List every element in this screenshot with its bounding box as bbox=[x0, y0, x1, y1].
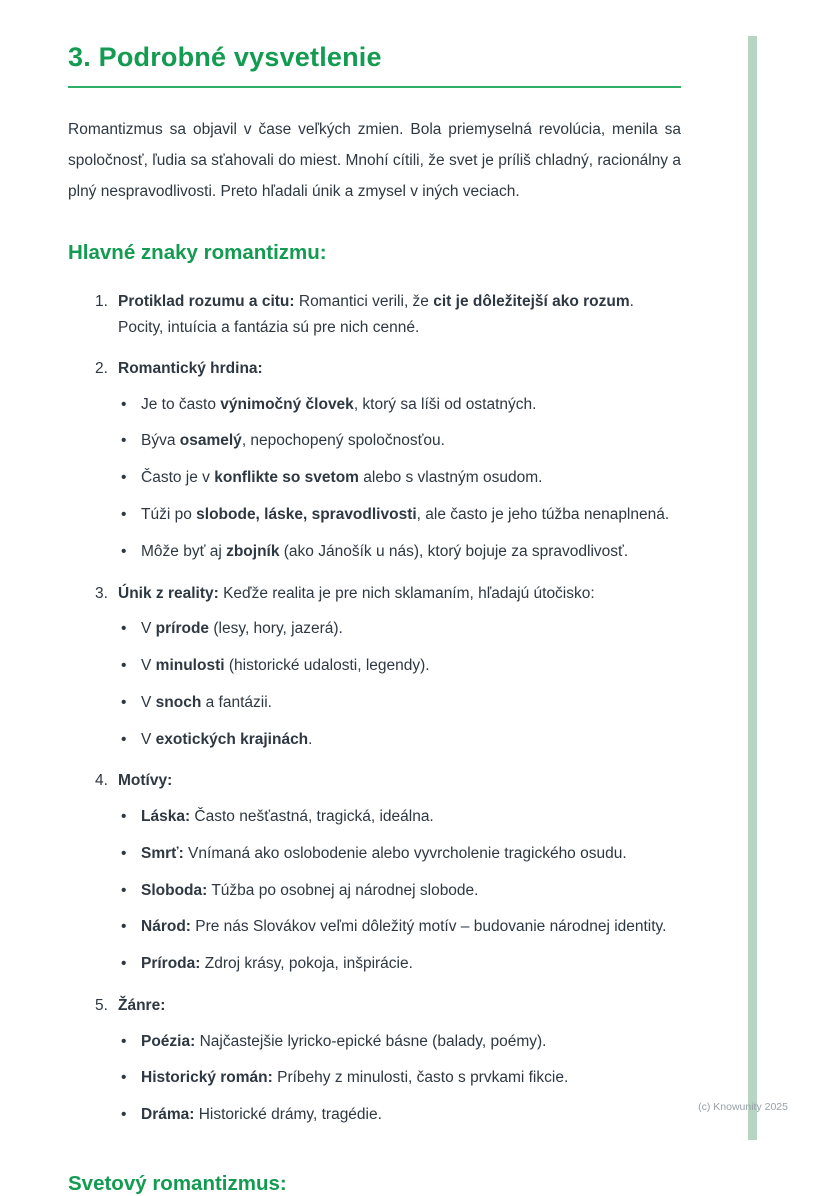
bold-run: Historický román: bbox=[141, 1069, 273, 1087]
bold-run: výnimočný človek bbox=[220, 395, 354, 413]
sub-bullet-list bbox=[118, 1030, 681, 1128]
list-item-number: 3. bbox=[95, 584, 108, 602]
bold-run: snoch bbox=[155, 693, 202, 711]
page-edge-accent-bar bbox=[748, 36, 757, 1140]
bold-run: Sloboda: bbox=[141, 881, 208, 899]
bold-run: Príroda: bbox=[141, 955, 201, 973]
bullet-item: • V snoch a fantázii. bbox=[118, 691, 681, 716]
bold-run: minulosti bbox=[155, 657, 225, 675]
list-item-number: 1. bbox=[95, 293, 108, 310]
list-item-text: Protiklad rozumu a citu: Romantici verili, že cit je dôležitejší ako rozum. Pocity, intuícia a fantázia sú pre nich cenné. bbox=[118, 293, 634, 336]
watermark: (c) Knowunity 2025 bbox=[698, 1101, 788, 1113]
section-heading-world-romanticism: Svetový romantizmus: bbox=[68, 1171, 287, 1195]
list-item bbox=[95, 289, 681, 340]
bullet-item: • Láska: Často nešťastná, tragická, ideálna. bbox=[118, 805, 681, 830]
sub-bullet-list bbox=[118, 805, 681, 977]
list-item-number: 4. bbox=[95, 772, 108, 790]
intro-paragraph: Romantizmus sa objavil v čase veľkých zmien. Bola priemyselná revolúcia, menila sa spoločnosť, ľudia sa sťahovali do miest. Mnohí cítili, že svet je príliš chladný, racionálny a plný nespravodlivosti. Preto hľadali únik a zmysel v iných veciach. bbox=[68, 121, 681, 200]
page-content bbox=[68, 42, 681, 1196]
bold-run: Národ: bbox=[141, 918, 191, 936]
bullet-item: • V minulosti (historické udalosti, legendy). bbox=[118, 654, 681, 679]
bullet-item: • Príroda: Zdroj krásy, pokoja, inšpirácie. bbox=[118, 952, 681, 977]
bold-run: Smrť: bbox=[141, 844, 184, 862]
sub-bullet-list bbox=[118, 617, 681, 752]
bullet-item: • Často je v konflikte so svetom alebo s vlastným osudom. bbox=[118, 466, 681, 491]
list-item bbox=[95, 581, 681, 753]
list-item-text bbox=[118, 772, 172, 789]
bold-run: Romantický hrdina: bbox=[118, 360, 263, 378]
bullet-item: • Túži po slobode, láske, spravodlivosti, ale často je jeho túžba nenaplnená. bbox=[118, 503, 681, 528]
bullet-item: • Sloboda: Túžba po osobnej aj národnej slobode. bbox=[118, 879, 681, 904]
list-item bbox=[95, 993, 681, 1128]
bold-run: Únik z reality: bbox=[118, 584, 219, 602]
list-item-text bbox=[118, 997, 165, 1014]
bold-run: zbojník bbox=[226, 542, 280, 560]
bold-run: cit je dôležitejší ako rozum bbox=[433, 293, 630, 310]
bold-run: Láska: bbox=[141, 807, 191, 825]
bullet-item: • Býva osamelý, nepochopený spoločnosťou. bbox=[118, 429, 681, 454]
bullet-item: • Dráma: Historické drámy, tragédie. bbox=[118, 1103, 681, 1128]
section-heading-main-features: Hlavné znaky romantizmu: bbox=[68, 241, 327, 264]
list-item-text: Únik z reality: Keďže realita je pre nich sklamaním, hľadajú útočisko: bbox=[118, 584, 595, 602]
bold-run: prírode bbox=[155, 620, 210, 638]
list-item bbox=[95, 356, 681, 565]
bullet-item: • Národ: Pre nás Slovákov veľmi dôležitý motív – budovanie národnej identity. bbox=[118, 915, 681, 940]
bold-run: slobode, láske, spravodlivosti bbox=[196, 506, 417, 524]
bold-run: Poézia: bbox=[141, 1032, 196, 1050]
bullet-item: • Smrť: Vnímaná ako oslobodenie alebo vyvrcholenie tragického osudu. bbox=[118, 842, 681, 867]
bold-run: Motívy: bbox=[118, 772, 173, 790]
sub-bullet-list bbox=[118, 393, 681, 565]
bullet-item: • Historický román: Príbehy z minulosti, často s prvkami fikcie. bbox=[118, 1066, 681, 1091]
list-item-text bbox=[118, 360, 263, 377]
bold-run: konflikte so svetom bbox=[214, 469, 359, 487]
bold-run: Dráma: bbox=[141, 1106, 195, 1124]
bold-run: osamelý bbox=[179, 432, 242, 450]
list-item-number: 2. bbox=[95, 360, 108, 378]
bullet-item: • Je to často výnimočný človek, ktorý sa líši od ostatných. bbox=[118, 393, 681, 418]
bullet-item: • V exotických krajinách. bbox=[118, 728, 681, 753]
bold-run: Protiklad rozumu a citu: bbox=[118, 293, 295, 310]
bullet-item: • Poézia: Najčastejšie lyricko-epické básne (balady, poémy). bbox=[118, 1030, 681, 1055]
list-item bbox=[95, 768, 681, 977]
bold-run: Žánre: bbox=[118, 996, 166, 1014]
page-title: 3. Podrobné vysvetlenie bbox=[68, 42, 382, 72]
bullet-item: • Môže byť aj zbojník (ako Jánošík u nás), ktorý bojuje za spravodlivosť. bbox=[118, 540, 681, 565]
bullet-item: • V prírode (lesy, hory, jazerá). bbox=[118, 617, 681, 642]
list-item-number: 5. bbox=[95, 996, 108, 1014]
bold-run: exotických krajinách bbox=[155, 730, 309, 748]
characteristics-list bbox=[95, 289, 681, 1128]
title-divider bbox=[68, 86, 681, 88]
